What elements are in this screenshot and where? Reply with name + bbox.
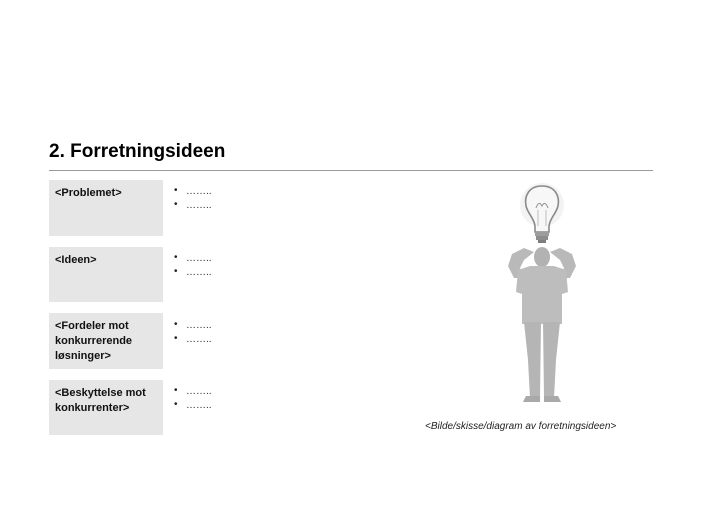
label-protection-text: <Beskyttelse mot konkurrenter> bbox=[55, 387, 146, 414]
bullet-dot-icon: • bbox=[174, 199, 178, 210]
bullet-dot-icon: • bbox=[174, 252, 178, 263]
bullet-item: • …….. bbox=[174, 385, 212, 397]
label-problem-text: <Problemet> bbox=[55, 187, 122, 199]
label-advantages bbox=[49, 313, 163, 369]
bullets-problem bbox=[172, 185, 212, 213]
label-protection bbox=[49, 380, 163, 435]
bullets-idea bbox=[172, 252, 212, 280]
bullet-dot-icon: • bbox=[174, 266, 178, 277]
bullet-dot-icon: • bbox=[174, 185, 178, 196]
bullet-item: • …….. bbox=[174, 266, 212, 278]
bullet-dot-icon: • bbox=[174, 385, 178, 396]
label-advantages-text: <Fordeler mot konkurrerende løsninger> bbox=[55, 320, 133, 362]
title-divider bbox=[49, 170, 653, 171]
slide-title: 2. Forretningsideen bbox=[49, 141, 226, 162]
bullet-item: • …….. bbox=[174, 333, 212, 345]
label-problem bbox=[49, 180, 163, 236]
bullet-dot-icon: • bbox=[174, 399, 178, 410]
label-idea bbox=[49, 247, 163, 302]
bullet-item: • …….. bbox=[174, 185, 212, 197]
bullet-dot-icon: • bbox=[174, 333, 178, 344]
figure-caption: <Bilde/skisse/diagram av forretningsideen> bbox=[425, 421, 617, 432]
bullet-item: • …….. bbox=[174, 399, 212, 411]
bullets-protection bbox=[172, 385, 212, 413]
person-with-lightbulb-icon bbox=[500, 182, 590, 407]
bullet-item: • …….. bbox=[174, 252, 212, 264]
label-idea-text: <Ideen> bbox=[55, 254, 97, 266]
bullet-dot-icon: • bbox=[174, 319, 178, 330]
bullet-item: • …….. bbox=[174, 319, 212, 331]
bullet-item: • …….. bbox=[174, 199, 212, 211]
bullets-advantages bbox=[172, 319, 212, 347]
